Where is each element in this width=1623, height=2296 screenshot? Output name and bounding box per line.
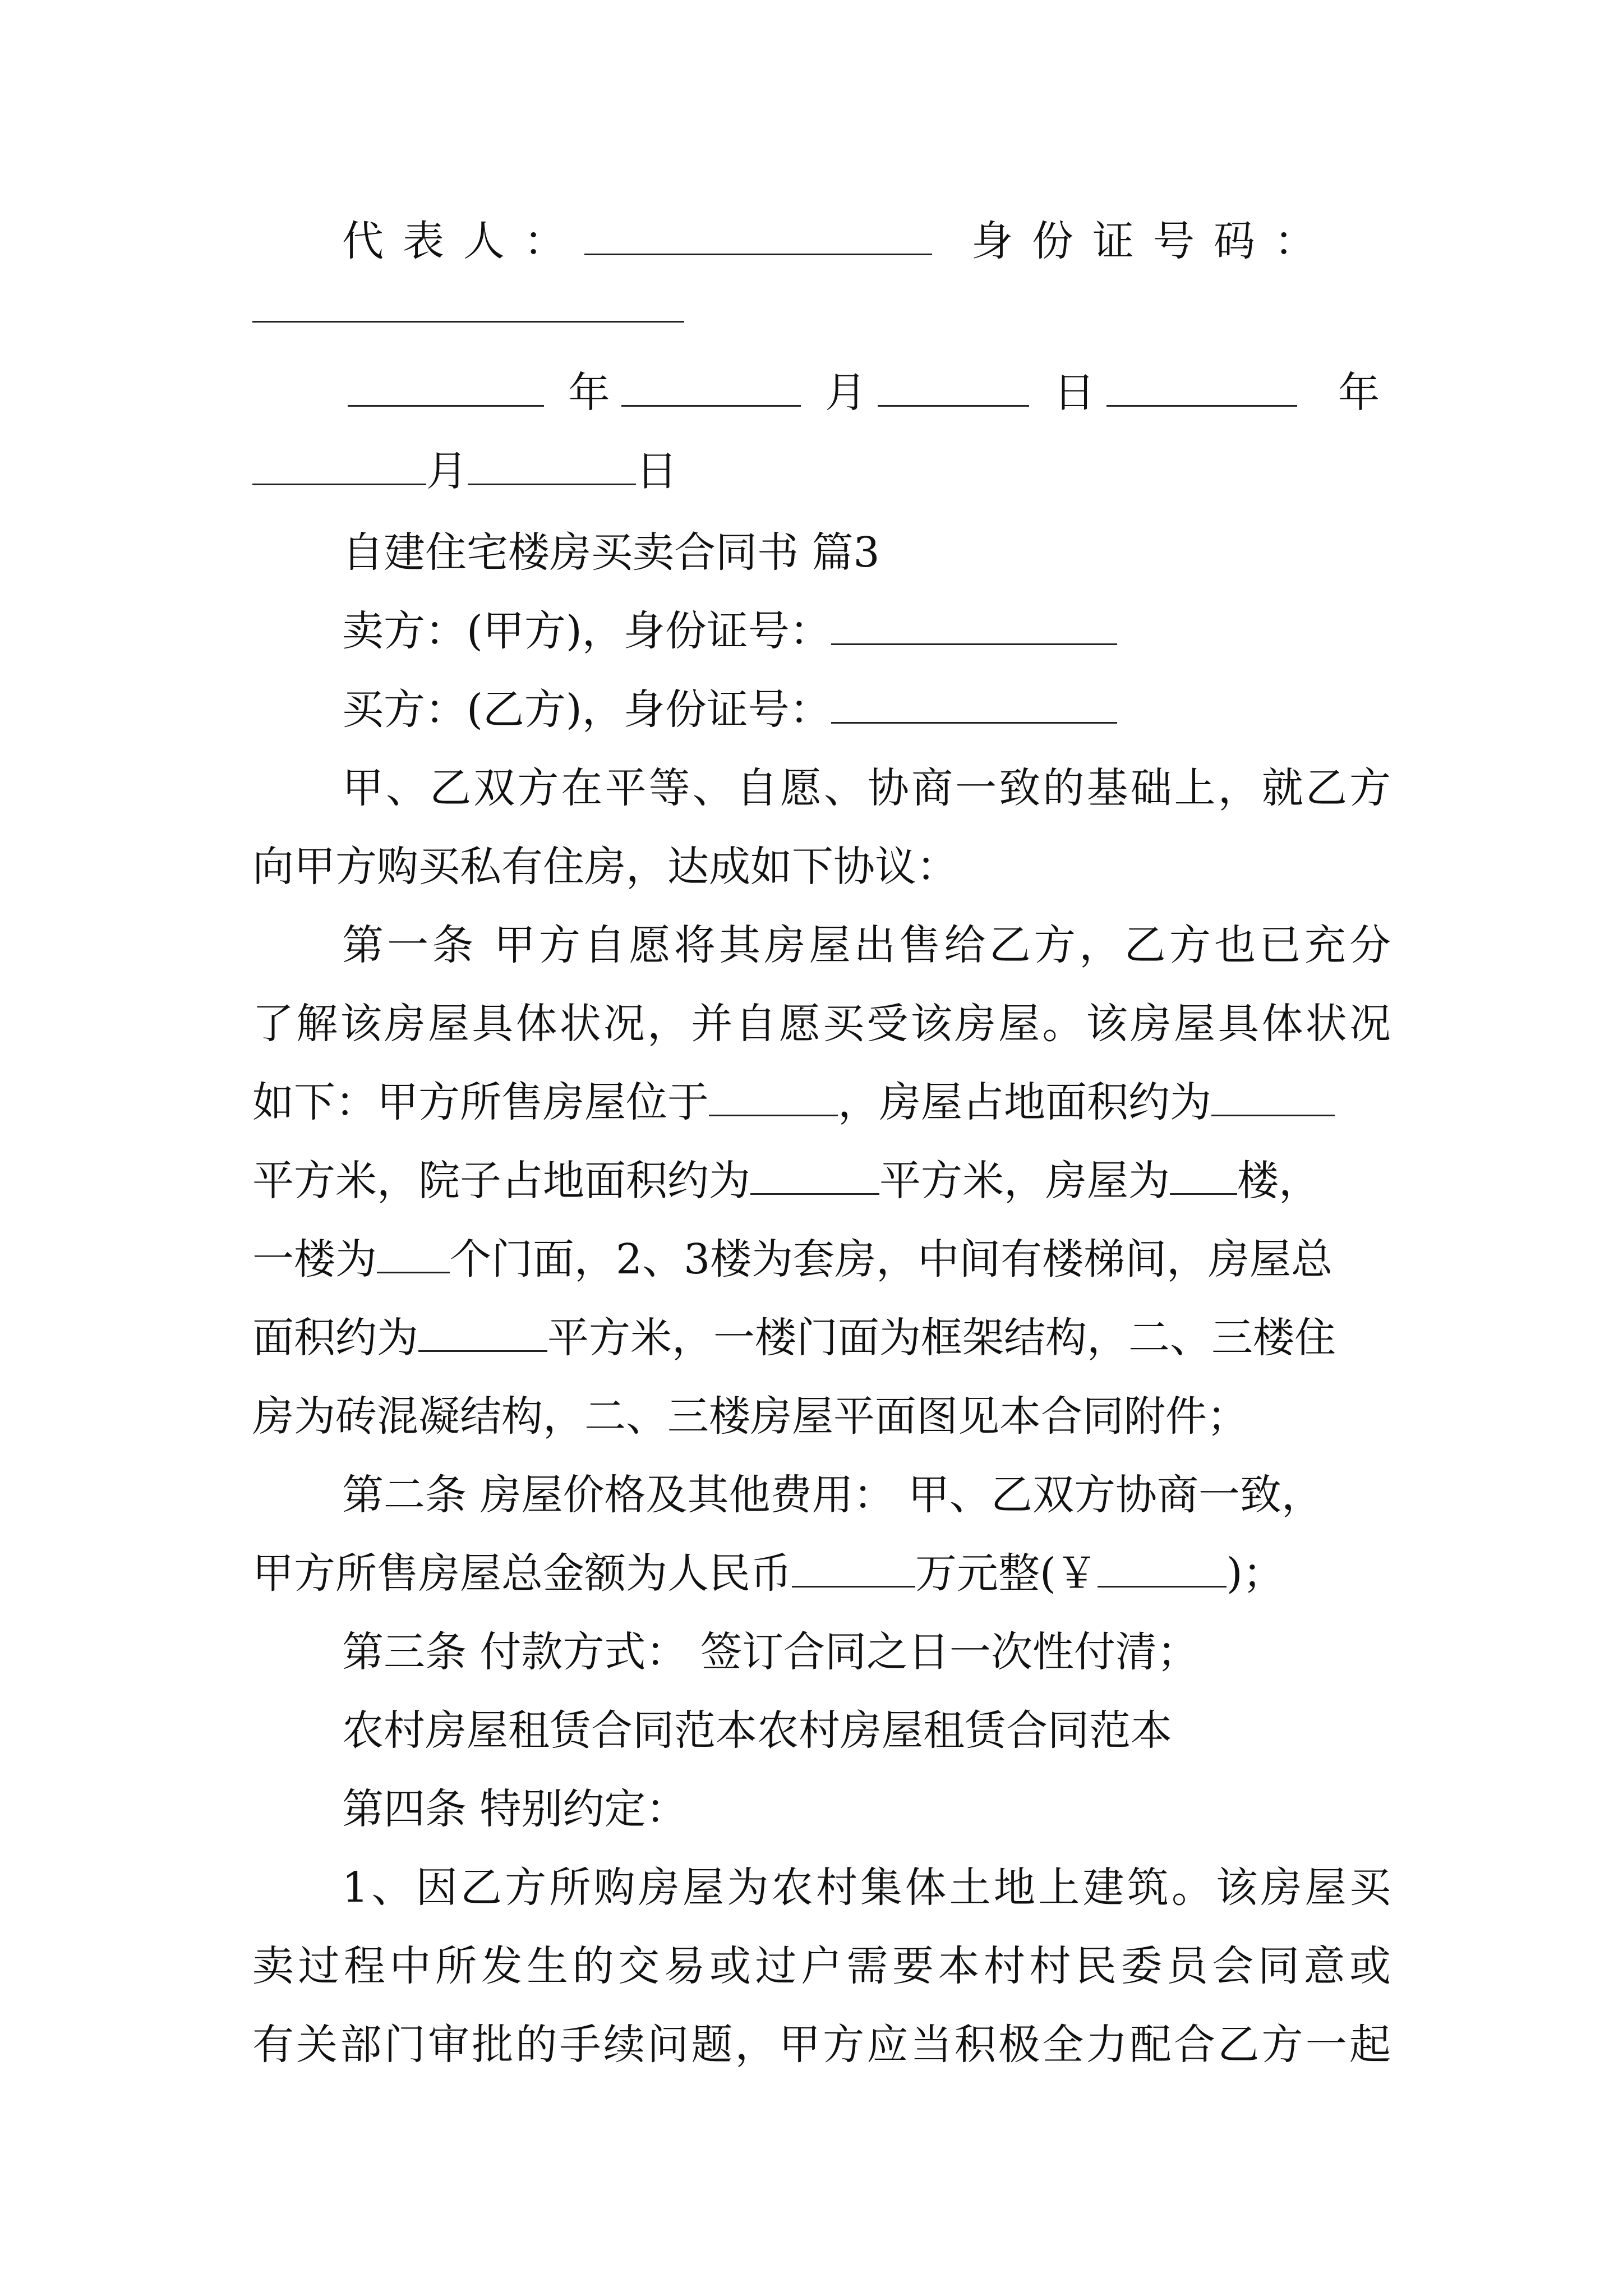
article1-line-7: 房为砖混凝结构，二、三楼房屋平面图见本合同附件； [252, 1392, 1248, 1441]
article1-line-2: 了解该房屋具体状况，并自愿买受该房屋。该房屋具体状况 [252, 1000, 1391, 1048]
land-area-blank [1211, 1079, 1335, 1116]
total-area-suffix: 平方米，一楼门面为框架结构，二、三楼住 [547, 1314, 1336, 1362]
day-label-2: 日 [636, 447, 677, 495]
seller-id-blank [831, 608, 1117, 645]
price-blank [792, 1550, 915, 1588]
article1-line-5 [252, 1231, 1391, 1287]
article2-line-2 [252, 1545, 1391, 1602]
seller-line [342, 603, 1481, 659]
id-number-blank [252, 285, 684, 323]
buyer-line [342, 682, 1481, 738]
land-area-label: ，房屋占地面积约为 [838, 1078, 1211, 1126]
location-blank [709, 1079, 838, 1116]
yard-area-label: 平方米，院子占地面积约为 [252, 1157, 750, 1205]
representative-line [342, 213, 1391, 269]
contract-title: 自建住宅楼房买卖合同书 篇3 [342, 528, 880, 577]
article1-line-1: 第一条 甲方自愿将其房屋出售给乙方，乙方也已充分 [342, 921, 1391, 969]
date-line-1 [348, 365, 1391, 421]
floors-blank [1170, 1157, 1237, 1195]
year-label-2: 年 [1338, 369, 1380, 417]
article4-line-2: 卖过程中所发生的交易或过户需要本村村民委员会同意或 [252, 1942, 1391, 1990]
article3: 第三条 付款方式： 签订合同之日一次性付清； [342, 1628, 1199, 1676]
month-label-2: 月 [426, 447, 468, 495]
article4-title: 第四条 特别约定： [342, 1785, 688, 1833]
yard-area-blank [750, 1157, 879, 1195]
id-number-label: 身份证号码： [971, 217, 1335, 265]
price-suffix: )； [1226, 1549, 1284, 1598]
interjection-line: 农村房屋租赁合同范本农村房屋租赁合同范本 [342, 1706, 1172, 1755]
day-blank-1 [878, 369, 1029, 407]
month-blank-1 [621, 369, 801, 407]
storefront-suffix: 个门面，2、3楼为套房，中间有楼梯间，房屋总 [450, 1235, 1333, 1283]
floors-suffix: 楼， [1237, 1157, 1320, 1205]
floors-label: 平方米，房屋为 [879, 1157, 1170, 1205]
total-area-label: 面积约为 [252, 1314, 418, 1362]
price-unit: 万元整(￥ [915, 1549, 1098, 1598]
representative-blank [584, 218, 932, 255]
article4-line-1: 1、因乙方所购房屋为农村集体土地上建筑。该房屋买 [342, 1864, 1391, 1912]
year-blank-1 [348, 369, 544, 407]
year-blank-2 [1106, 369, 1297, 407]
month-label-1: 月 [825, 369, 867, 417]
price-label: 甲方所售房屋总金额为人民币 [252, 1549, 792, 1598]
article1-line-6 [252, 1310, 1391, 1366]
storefront-blank [377, 1236, 450, 1273]
price-figure-blank [1098, 1550, 1227, 1588]
day-blank-2 [468, 448, 636, 485]
storefront-label: 一楼为 [252, 1235, 377, 1283]
buyer-label: 买方：(乙方)，身份证号： [342, 685, 831, 734]
date-line-2 [252, 443, 1391, 499]
id-number-line [252, 280, 1391, 337]
article2-line-1: 第二条 房屋价格及其他费用： 甲、乙双方协商一致， [342, 1471, 1324, 1519]
day-label-1: 日 [1053, 369, 1095, 417]
year-label-1: 年 [568, 369, 610, 417]
intro-line-2: 向甲方购买私有住房，达成如下协议： [252, 843, 958, 891]
representative-label: 代表人： [342, 217, 584, 265]
article4-line-3: 有关部门审批的手续问题，甲方应当积极全力配合乙方一起 [252, 2021, 1391, 2069]
intro-line-1: 甲、乙双方在平等、自愿、协商一致的基础上，就乙方 [342, 764, 1391, 812]
article1-line-3 [252, 1074, 1391, 1130]
month-blank-2 [252, 448, 426, 485]
buyer-id-blank [831, 686, 1117, 724]
total-area-blank [418, 1314, 547, 1352]
seller-label: 卖方：(甲方)，身份证号： [342, 607, 831, 655]
article1-line-4 [252, 1153, 1391, 1209]
location-label: 如下：甲方所售房屋位于 [252, 1078, 709, 1126]
